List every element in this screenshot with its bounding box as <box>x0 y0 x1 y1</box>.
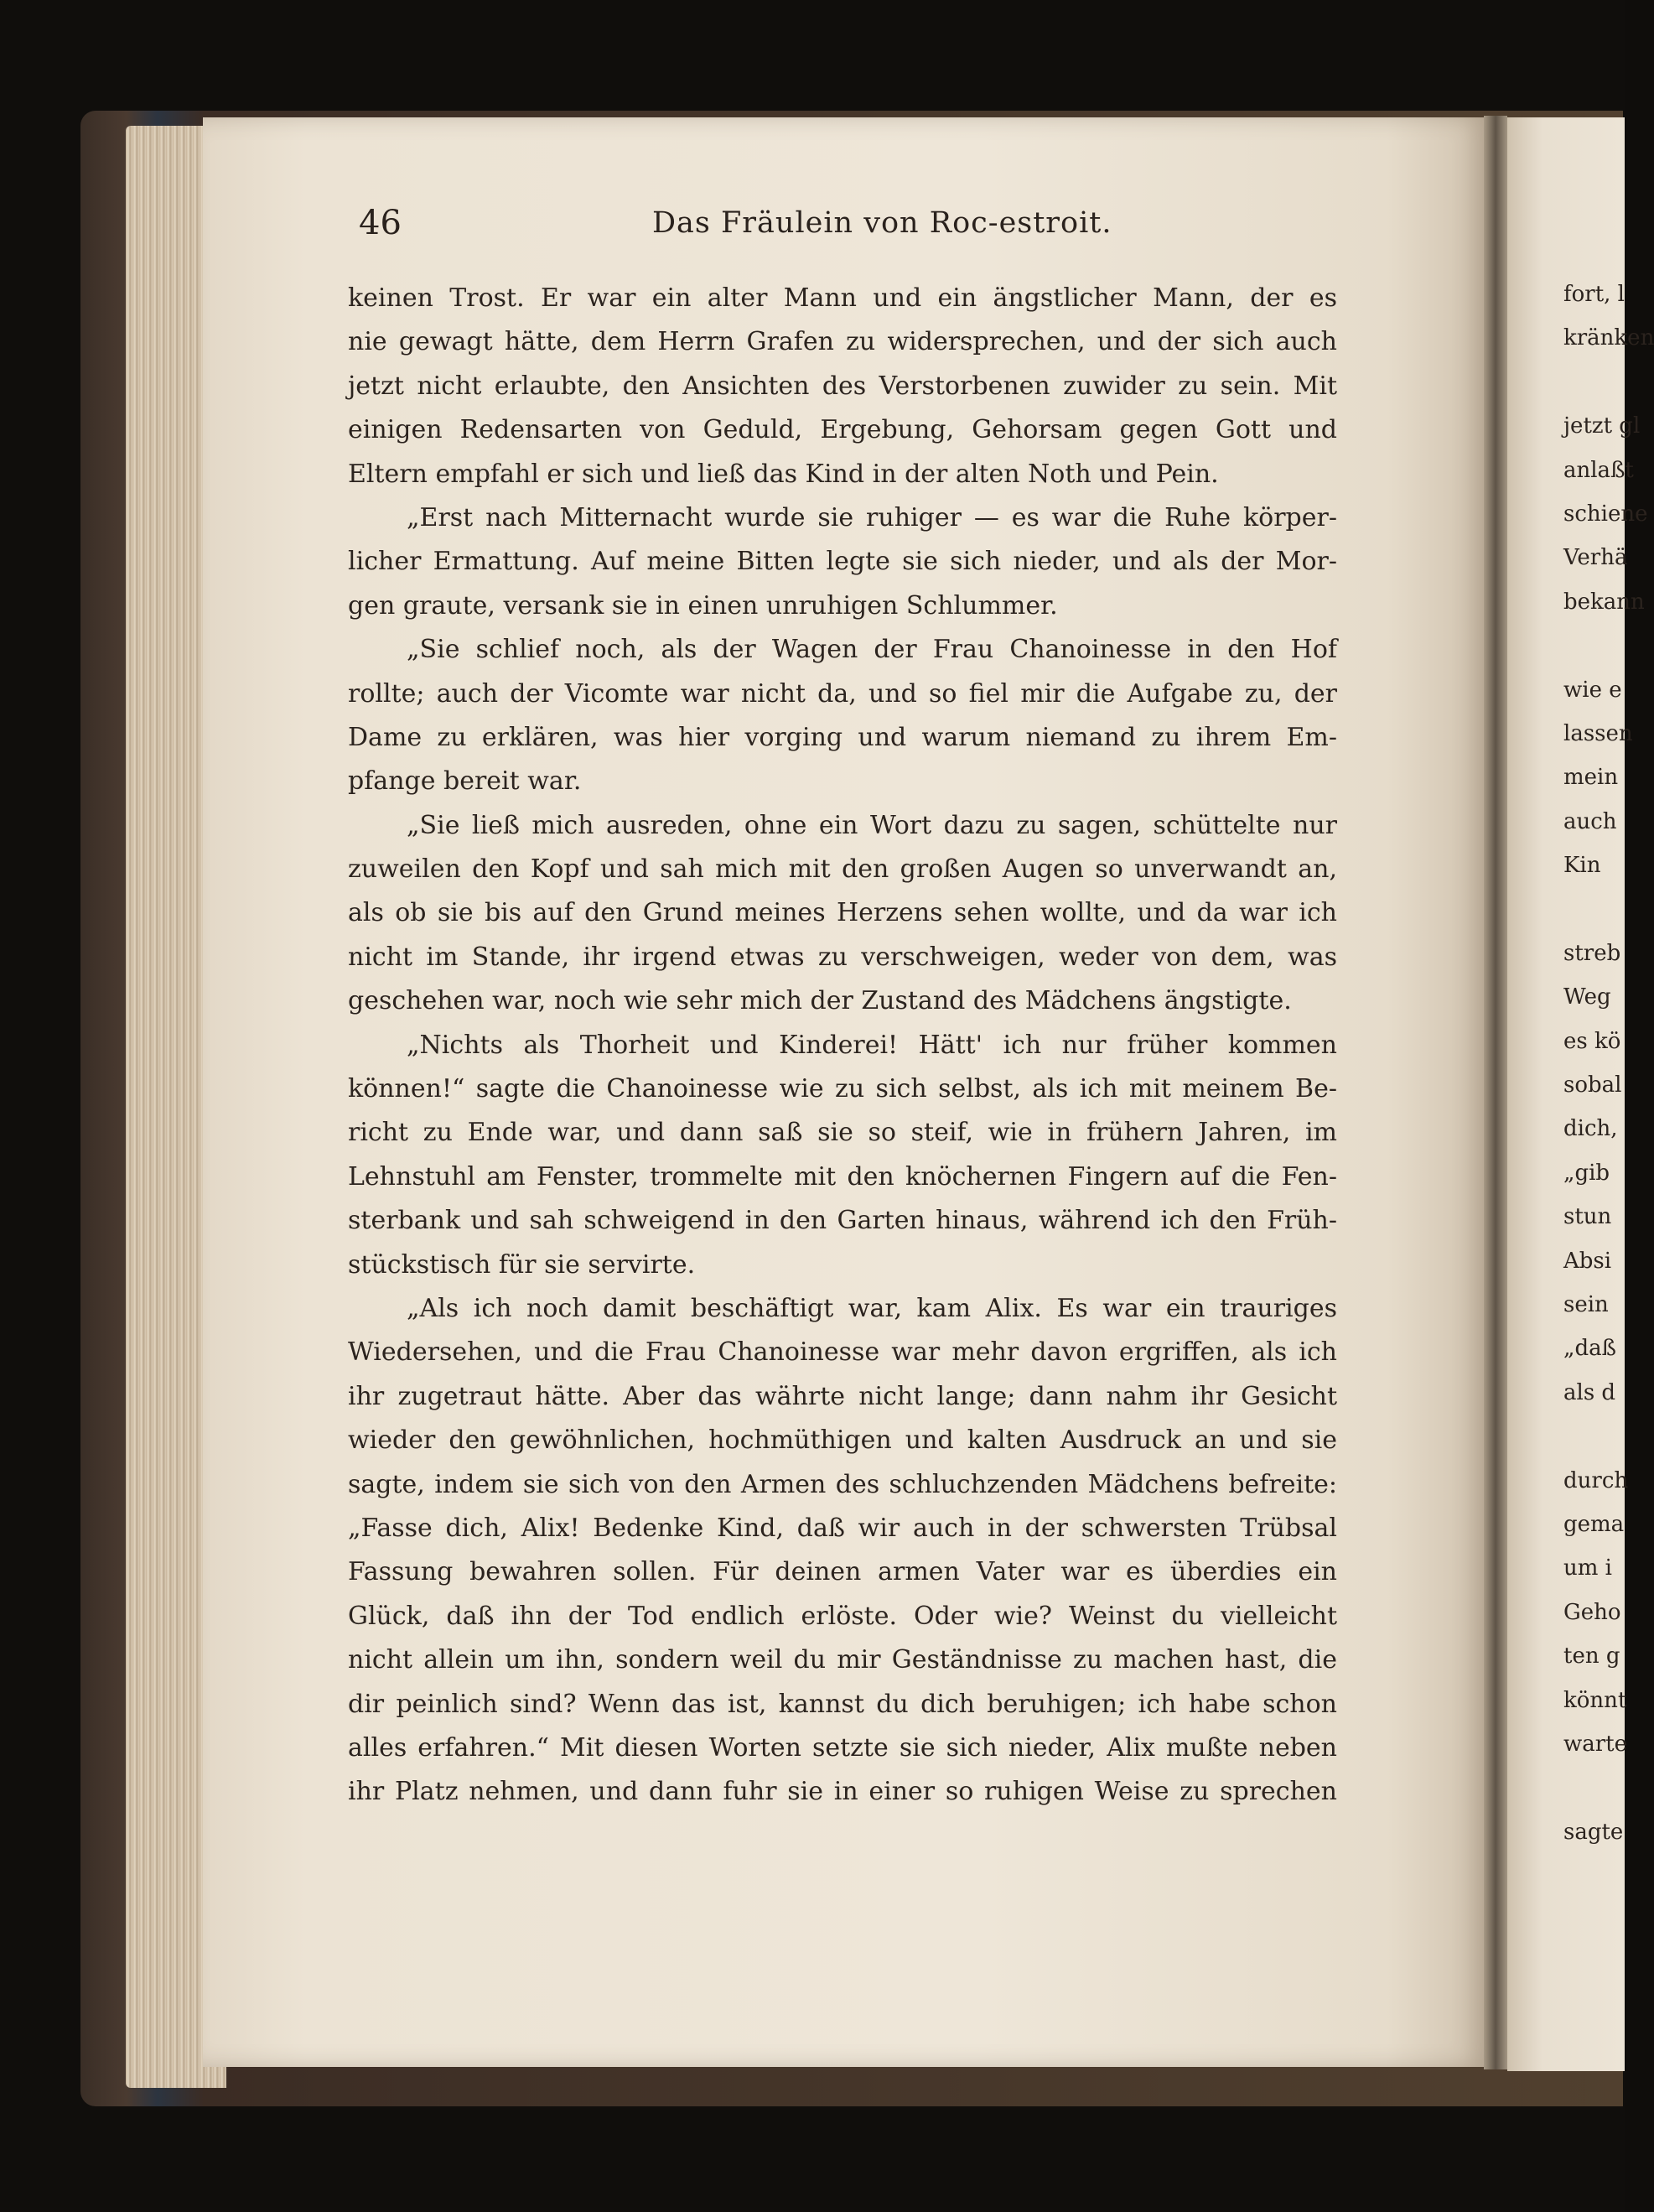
edge-fragment: Geho <box>1563 1599 1621 1625</box>
edge-fragment: mein <box>1563 765 1619 791</box>
text-line: „Als ich noch damit beschäftigt war, kam Alix. Es war ein trauriges <box>407 1293 1337 1323</box>
edge-fragment: könnt <box>1563 1687 1627 1713</box>
edge-fragment: schiene <box>1563 501 1648 527</box>
text-line: nicht im Stande, ihr irgend etwas zu verschweigen, weder von dem, was <box>348 942 1337 972</box>
text-line: richt zu Ende war, und dann saß sie so steif, wie in frühern Jahren, im <box>348 1118 1337 1148</box>
edge-fragment: sagte <box>1563 1819 1624 1845</box>
edge-fragment <box>1563 1415 1625 1458</box>
text-line: nie gewagt hätte, dem Herrn Grafen zu widersprechen, und der sich auch <box>348 327 1337 357</box>
text-line: jetzt nicht erlaubte, den Ansichten des Verstorbenen zuwider zu sein. Mit <box>348 371 1337 401</box>
text-line: licher Ermattung. Auf meine Bitten legte sie sich nieder, und als der Mor- <box>348 547 1337 577</box>
edge-fragment: warte <box>1563 1731 1628 1757</box>
text-line: „Fasse dich, Alix! Bedenke Kind, daß wir auch in der schwersten Trübsal <box>348 1513 1337 1543</box>
next-page-text-fragments <box>1563 273 1654 1854</box>
edge-fragment: Absi <box>1563 1248 1612 1274</box>
edge-fragment: Weg <box>1563 984 1611 1010</box>
text-line: rollte; auch der Vicomte war nicht da, und so fiel mir die Aufgabe zu, der <box>348 678 1337 709</box>
text-line: pfange bereit war. <box>348 766 582 797</box>
text-line: dir peinlich sind? Wenn das ist, kannst du dich beruhigen; ich habe schon <box>348 1689 1337 1719</box>
text-line: keinen Trost. Er war ein alter Mann und ein ängstlicher Mann, der es <box>348 283 1337 313</box>
edge-fragment: lassen <box>1563 720 1633 746</box>
text-line: alles erfahren.“ Mit diesen Worten setzte sie sich nieder, Alix mußte neben <box>348 1732 1337 1763</box>
edge-fragment: bekann <box>1563 589 1645 615</box>
edge-fragment: sobal <box>1563 1072 1622 1098</box>
text-line: Dame zu erklären, was hier vorging und warum niemand zu ihrem Em- <box>348 722 1337 752</box>
running-title: Das Fräulein von Roc-estroit. <box>652 206 1112 240</box>
edge-fragment: ten g <box>1563 1643 1620 1669</box>
edge-fragment <box>1563 1766 1625 1810</box>
edge-fragment: „daß <box>1563 1336 1616 1362</box>
edge-fragment: wie e <box>1563 677 1622 703</box>
text-line: ihr Platz nehmen, und dann fuhr sie in einer so ruhigen Weise zu sprechen <box>348 1777 1337 1807</box>
edge-fragment: sein <box>1563 1291 1609 1317</box>
text-line: Fassung bewahren sollen. Für deinen armen Vater war es überdies ein <box>348 1557 1337 1587</box>
page-header <box>359 198 1335 248</box>
edge-fragment: stun <box>1563 1204 1612 1230</box>
text-line: Glück, daß ihn der Tod endlich erlöste. Oder wie? Weinst du vielleicht <box>348 1601 1337 1631</box>
edge-fragment <box>1563 361 1625 404</box>
text-line: nicht allein um ihn, sondern weil du mir Geständnisse zu machen hast, die <box>348 1645 1337 1675</box>
text-line: sagte, indem sie sich von den Armen des schluchzenden Mädchens befreite: <box>348 1469 1337 1499</box>
edge-fragment: „gib <box>1563 1160 1610 1186</box>
edge-fragment: jetzt gl <box>1563 413 1641 439</box>
body-text <box>348 277 1337 1815</box>
edge-fragment <box>1563 624 1625 667</box>
edge-fragment: auch <box>1563 808 1617 834</box>
edge-fragment: als d <box>1563 1379 1616 1405</box>
edge-fragment: um i <box>1563 1555 1612 1581</box>
text-line: einigen Redensarten von Geduld, Ergebung, Gehorsam gegen Gott und <box>348 415 1337 445</box>
edge-fragment: streb <box>1563 940 1621 966</box>
edge-fragment: kränken <box>1563 325 1654 351</box>
text-line: „Erst nach Mitternacht wurde sie ruhiger — es war die Ruhe körper- <box>407 502 1337 532</box>
edge-fragment: gema <box>1563 1511 1625 1537</box>
text-line: gen graute, versank sie in einen unruhigen Schlummer. <box>348 590 1058 621</box>
edge-fragment: anlaßt <box>1563 457 1634 483</box>
text-line: „Nichts als Thorheit und Kinderei! Hätt' ich nur früher kommen <box>407 1030 1337 1060</box>
edge-fragment: es kö <box>1563 1028 1621 1054</box>
text-line: Lehnstuhl am Fenster, trommelte mit den knöchernen Fingern auf die Fen- <box>348 1161 1337 1192</box>
edge-fragment: Kin <box>1563 853 1601 879</box>
text-line: „Sie ließ mich ausreden, ohne ein Wort dazu zu sagen, schüttelte nur <box>407 810 1337 840</box>
edge-fragment: dich, <box>1563 1116 1618 1142</box>
text-line: können!“ sagte die Chanoinesse wie zu sich selbst, als ich mit meinem Be- <box>348 1074 1337 1104</box>
text-line: als ob sie bis auf den Grund meines Herzens sehen wollte, und da war ich <box>348 898 1337 928</box>
text-line: Wiedersehen, und die Frau Chanoinesse war mehr davon ergriffen, als ich <box>348 1337 1337 1368</box>
edge-fragment: Verhä <box>1563 545 1628 571</box>
edge-fragment <box>1563 887 1625 931</box>
edge-fragment: fort, l <box>1563 282 1625 307</box>
text-line: stückstisch für sie servirte. <box>348 1249 696 1280</box>
text-line: sterbank und sah schweigend in den Garten hinaus, während ich den Früh- <box>348 1206 1337 1236</box>
text-line: Eltern empfahl er sich und ließ das Kind in der alten Noth und Pein. <box>348 459 1219 489</box>
book-gutter <box>1484 116 1507 2069</box>
text-line: ihr zugetraut hätte. Aber das währte nicht lange; dann nahm ihr Gesicht <box>348 1381 1337 1411</box>
text-line: geschehen war, noch wie sehr mich der Zustand des Mädchens ängstigte. <box>348 986 1292 1016</box>
text-line: wieder den gewöhnlichen, hochmüthigen und kalten Ausdruck an und sie <box>348 1425 1337 1456</box>
page-number: 46 <box>359 204 402 242</box>
text-line: „Sie schlief noch, als der Wagen der Frau Chanoinesse in den Hof <box>407 635 1337 665</box>
edge-fragment: durch <box>1563 1467 1629 1493</box>
text-line: zuweilen den Kopf und sah mich mit den großen Augen so unverwandt an, <box>348 854 1337 885</box>
